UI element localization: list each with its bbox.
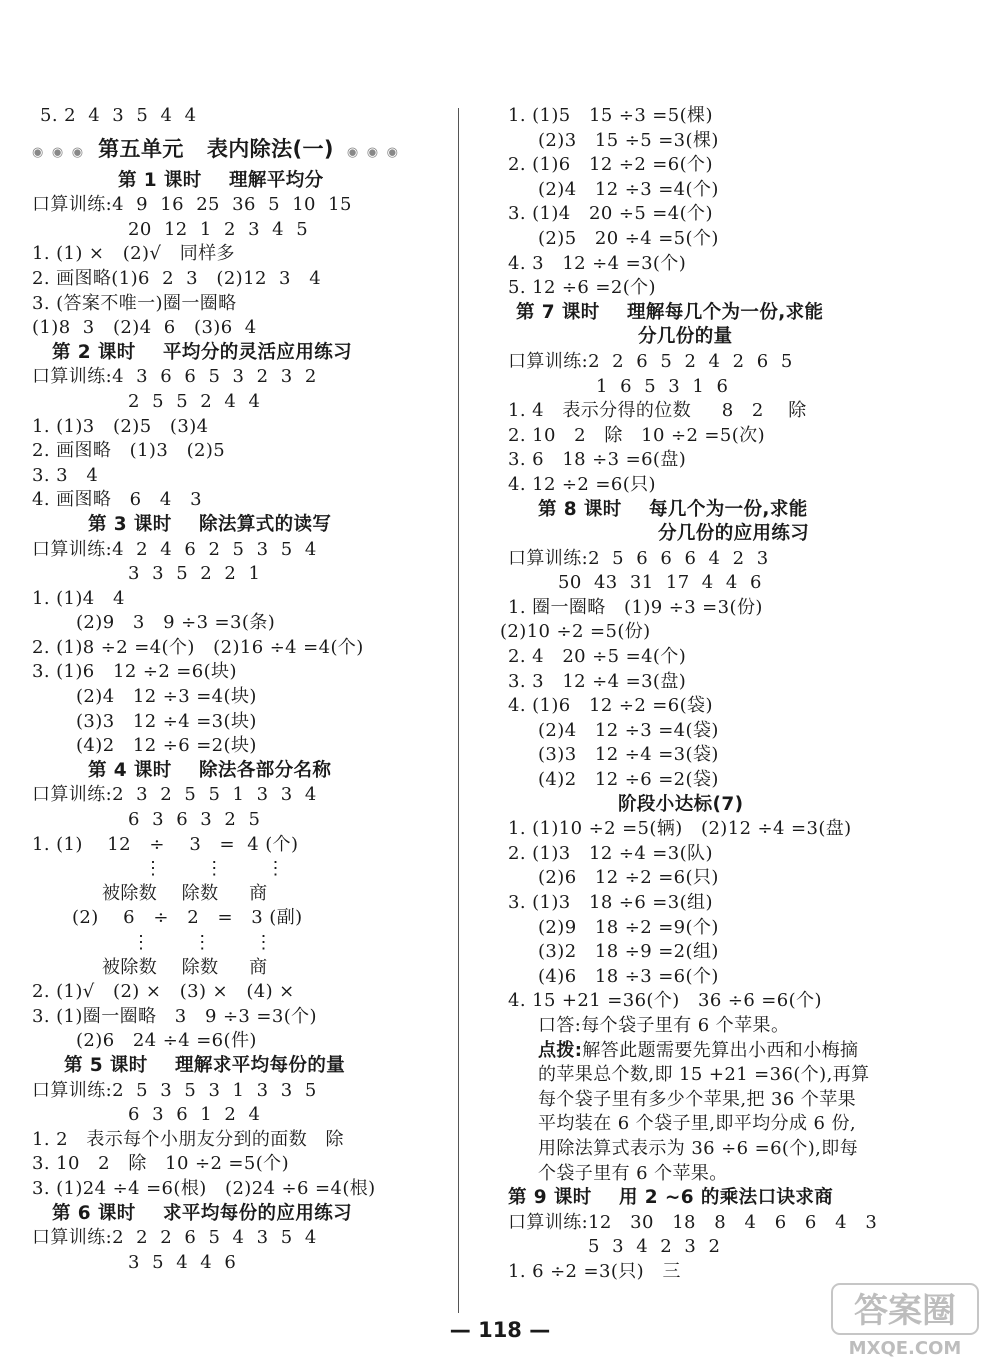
left-answer-line: 2 5 5 2 4 4 [128, 390, 261, 412]
right-answer-line: (4)2 12 ÷6 =2(袋) [538, 769, 719, 791]
right-answer-line: 2. (1)3 12 ÷4 =3(队) [508, 842, 713, 864]
right-answer-line: (2)5 20 ÷4 =5(个) [538, 227, 719, 249]
left-answer-line: (2)6 24 ÷4 =6(件) [76, 1030, 257, 1052]
right-lesson-heading: 阶段小达标(7) [618, 793, 744, 815]
right-answer-line: 4. (1)6 12 ÷2 =6(袋) [508, 695, 713, 717]
left-answer-line: 口算训练:2 2 2 6 5 4 3 5 4 [32, 1227, 317, 1249]
left-answer-line: 3 5 4 4 6 [128, 1251, 237, 1273]
left-lesson-heading: 第 1 课时 理解平均分 [118, 169, 324, 191]
left-answer-line: 1. 2 表示每个小朋友分到的面数 除 [32, 1128, 344, 1150]
right-column [500, 104, 980, 1285]
left-answer-line: 20 12 1 2 3 4 5 [128, 218, 309, 240]
right-answer-line: (3)3 12 ÷4 =3(袋) [538, 744, 719, 766]
left-answer-line: 6 3 6 1 2 4 [128, 1104, 261, 1126]
left-unit-title [32, 129, 452, 169]
tip-label: 点拨: [538, 1039, 583, 1061]
right-answer-line: 5. 12 ÷6 =2(个) [508, 277, 656, 299]
right-answer-line: 4. 12 ÷2 =6(只) [508, 473, 656, 495]
left-answer-line: ⋮ ⋮ ⋮ [132, 932, 273, 953]
left-answer-line: 1. (1) 12 ÷ 3 = 4 (个) [32, 833, 299, 855]
left-answer-line: 3. 3 4 [32, 464, 99, 486]
left-answer-line: 口算训练:2 5 3 5 3 1 3 3 5 [32, 1079, 317, 1101]
page-number: — 118 — [449, 1318, 551, 1342]
left-answer-line: 2. 画图略(1)6 2 3 (2)12 3 4 [32, 267, 322, 289]
right-answer-line: 50 43 31 17 4 4 6 [558, 572, 762, 594]
right-lesson-heading: 第 8 课时 每几个为一份,求能 [538, 498, 808, 520]
right-answer-line: (4)6 18 ÷3 =6(个) [538, 965, 719, 987]
left-answer-line: 被除数 除数 商 [102, 956, 268, 978]
right-answer-line: 2. (1)6 12 ÷2 =6(个) [508, 154, 713, 176]
right-answer-line: 每个袋子里有多少个苹果,把 36 个苹果 [538, 1088, 857, 1110]
left-answer-line: (3)3 12 ÷4 =3(块) [76, 710, 257, 732]
left-answer-line: 5. 2 4 3 5 4 4 [40, 105, 197, 126]
left-answer-line: 口算训练:4 2 4 6 2 5 3 5 4 [32, 538, 317, 560]
left-answer-line: 3. 10 2 除 10 ÷2 =5(个) [32, 1153, 290, 1175]
decor-dots: ◉ ◉ ◉ [32, 144, 99, 160]
right-answer-line: (2)6 12 ÷2 =6(只) [538, 867, 719, 889]
watermark-url: MXQE.COM [848, 1338, 962, 1359]
left-answer-line: 口算训练:2 3 2 5 5 1 3 3 4 [32, 784, 317, 806]
right-answer-line: 口算训练:2 2 6 5 2 4 2 6 5 [508, 350, 793, 372]
left-answer-line: 被除数 除数 商 [102, 882, 268, 904]
right-answer-line: (3)2 18 ÷9 =2(组) [538, 941, 719, 963]
right-answer-line: 3. 6 18 ÷3 =6(盘) [508, 449, 687, 471]
right-answer-line: 2. 4 20 ÷5 =4(个) [508, 646, 687, 668]
right-answer-line: 2. 10 2 除 10 ÷2 =5(次) [508, 424, 766, 446]
left-lesson-heading: 第 2 课时 平均分的灵活应用练习 [52, 341, 353, 363]
left-answer-line: 2. (1)√ (2) × (3) × (4) × [32, 981, 295, 1003]
left-answer-line: 3. (1)6 12 ÷2 =6(块) [32, 661, 237, 683]
left-answer-line: 1. (1) × (2)√ 同样多 [32, 243, 235, 265]
left-lesson-heading: 第 4 课时 除法各部分名称 [88, 759, 332, 781]
right-answer-line: 的苹果总个数,即 15 +21 =36(个),再算 [538, 1064, 870, 1086]
right-lesson-heading: 第 9 课时 用 2 ~6 的乘法口诀求商 [508, 1187, 834, 1209]
left-answer-line: (2)4 12 ÷3 =4(块) [76, 686, 257, 708]
left-answer-line: 3 3 5 2 2 1 [128, 563, 261, 585]
right-tip-line [500, 1039, 980, 1064]
right-answer-line: 1. 4 表示分得的位数 8 2 除 [508, 400, 807, 422]
left-lesson-heading: 第 5 课时 理解求平均每份的量 [64, 1054, 346, 1076]
unit-title-text: 第五单元 表内除法(一) [98, 136, 334, 161]
left-answer-line: (4)2 12 ÷6 =2(块) [76, 735, 257, 757]
left-lesson-heading: 第 3 课时 除法算式的读写 [88, 513, 332, 535]
right-answer-line: 5 3 4 2 3 2 [588, 1236, 721, 1258]
right-answer-line: (2)4 12 ÷3 =4(个) [538, 178, 719, 200]
left-answer-line: (1)8 3 (2)4 6 (3)6 4 [32, 317, 257, 339]
right-answer-line: 1 6 5 3 1 6 [596, 375, 729, 397]
column-divider [458, 108, 459, 1313]
left-answer-line: 3. (1)24 ÷4 =6(根) (2)24 ÷6 =4(根) [32, 1177, 376, 1199]
right-answer-line: 3. 3 12 ÷4 =3(盘) [508, 670, 687, 692]
right-answer-line: 4. 15 +21 =36(个) 36 ÷6 =6(个) [508, 990, 822, 1012]
watermark-logo [830, 1282, 980, 1360]
left-answer-line: 1. (1)3 (2)5 (3)4 [32, 415, 209, 437]
right-lesson-heading: 分几份的量 [638, 326, 733, 348]
right-answer-line: 4. 3 12 ÷4 =3(个) [508, 252, 687, 274]
right-lesson-heading: 第 7 课时 理解每几个为一份,求能 [516, 301, 824, 323]
left-answer-line: 1. (1)4 4 [32, 587, 125, 609]
right-lesson-heading: 分几份的应用练习 [658, 523, 810, 545]
tip-text: 解答此题需要先算出小西和小梅摘 [582, 1039, 859, 1061]
left-column [32, 104, 452, 1275]
right-answer-line: 用除法算式表示为 36 ÷6 =6(个),即每 [538, 1137, 859, 1159]
right-answer-line: 1. 6 ÷2 =3(只) 三 [508, 1260, 681, 1282]
left-lesson-heading: 第 6 课时 求平均每份的应用练习 [52, 1202, 353, 1224]
right-answer-line: 1. (1)10 ÷2 =5(辆) (2)12 ÷4 =3(盘) [508, 818, 852, 840]
left-answer-line: (2)9 3 9 ÷3 =3(条) [76, 612, 276, 634]
left-answer-line: 4. 画图略 6 4 3 [32, 489, 202, 511]
right-answer-line: 3. (1)4 20 ÷5 =4(个) [508, 203, 713, 225]
right-answer-line: 3. (1)3 18 ÷6 =3(组) [508, 892, 713, 913]
decor-dots: ◉ ◉ ◉ [333, 144, 401, 160]
right-answer-line: 1. (1)5 15 ÷3 =5(棵) [508, 105, 713, 126]
right-answer-line: 口答:每个袋子里有 6 个苹果。 [538, 1014, 790, 1036]
left-answer-line: (2) 6 ÷ 2 = 3 (副) [72, 907, 303, 929]
right-answer-line: 1. 圈一圈略 (1)9 ÷3 =3(份) [508, 596, 763, 618]
right-answer-line: (2)9 18 ÷2 =9(个) [538, 916, 719, 938]
right-answer-line: (2)3 15 ÷5 =3(棵) [538, 129, 719, 151]
watermark-text: 答案圈 [854, 1291, 956, 1331]
right-answer-line: 平均装在 6 个袋子里,即平均分成 6 份, [538, 1113, 857, 1135]
left-answer-line: 3. (答案不唯一)圈一圈略 [32, 292, 237, 314]
right-answer-line: 口算训练:12 30 18 8 4 6 6 4 3 [508, 1211, 878, 1233]
left-answer-line: 2. 画图略 (1)3 (2)5 [32, 440, 226, 462]
right-answer-line: (2)10 ÷2 =5(份) [500, 621, 651, 643]
left-answer-line: 口算训练:4 9 16 25 36 5 10 15 [32, 194, 352, 216]
left-answer-line: 6 3 6 3 2 5 [128, 809, 261, 831]
right-answer-line: (2)4 12 ÷3 =4(袋) [538, 719, 719, 741]
left-answer-line: 口算训练:4 3 6 6 5 3 2 3 2 [32, 366, 317, 388]
left-answer-line: 3. (1)圈一圈略 3 9 ÷3 =3(个) [32, 1005, 317, 1027]
right-answer-line: 口算训练:2 5 6 6 6 4 2 3 [508, 547, 769, 569]
left-answer-line: ⋮ ⋮ ⋮ [144, 858, 285, 880]
left-answer-line: 2. (1)8 ÷2 =4(个) (2)16 ÷4 =4(个) [32, 636, 364, 658]
right-answer-line: 个袋子里有 6 个苹果。 [538, 1162, 728, 1184]
